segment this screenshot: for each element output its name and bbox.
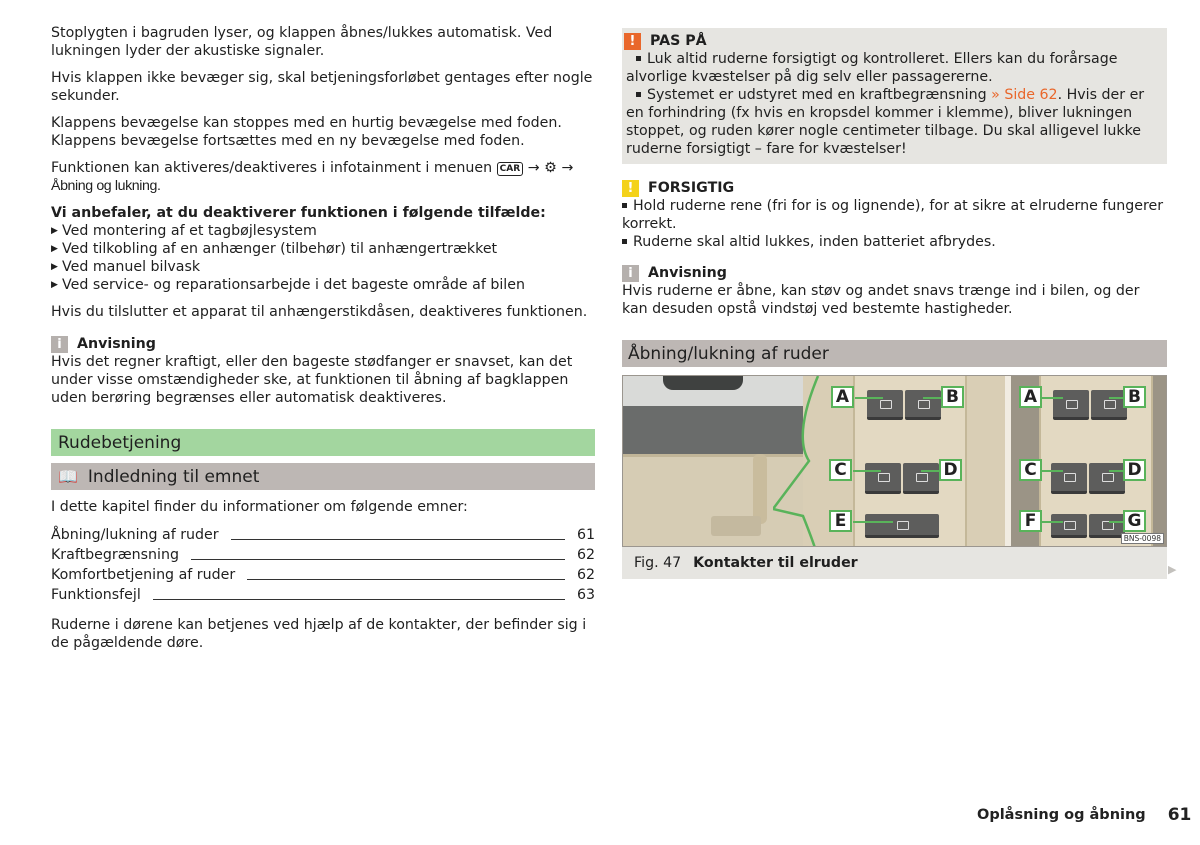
switch-c xyxy=(865,463,901,494)
callout-label: B xyxy=(941,386,964,408)
callout-label: C xyxy=(829,459,852,481)
warning-box xyxy=(622,28,1167,164)
left-column xyxy=(51,24,595,661)
note-text: Hvis det regner kraftigt, eller den bageste stødfanger er snavset, kan det under visse omstændigheder ske, at funktionen til åbning af bagklappen uden berøring begrænses eller automatisk deaktiveres. xyxy=(51,354,573,406)
toc-row[interactable]: Kraftbegrænsning 62 xyxy=(51,547,596,563)
toc-row[interactable]: Funktionsfejl 63 xyxy=(51,587,596,603)
switch-f xyxy=(1051,514,1087,538)
arrow-icon: → xyxy=(527,160,540,176)
warning-title: PAS PÅ xyxy=(650,33,707,49)
car-icon: CAR xyxy=(497,162,524,176)
warning-item: Luk altid ruderne forsigtigt og kontrolleret. Ellers kan du forårsage alvorlige kvæstelser på dig selv eller passagererne. xyxy=(626,51,1118,85)
zoom-outline xyxy=(773,376,833,547)
paragraph: Stoplygten i bagruden lyser, og klappen åbnes/lukkes automatisk. Ved lukningen lyder der akustiske signaler. xyxy=(51,25,553,59)
note-title: Anvisning xyxy=(648,265,727,281)
page-link[interactable]: » Side 62 xyxy=(991,87,1058,103)
callout-label: D xyxy=(1123,459,1146,481)
note-text: Hvis ruderne er åbne, kan støv og andet snavs trænge ind i bilen, og der kan desuden opstå vindstøj ved bestemte hastigheder. xyxy=(622,283,1140,317)
footer-section-title: Oplåsning og åbning xyxy=(977,807,1146,823)
menu-path-target: Åbning og lukning. xyxy=(51,178,161,194)
intro-text: I dette kapitel finder du informationer om følgende emner: xyxy=(51,499,468,515)
gear-icon: ⚙ xyxy=(544,160,557,176)
list-item: ▶ Ved manuel bilvask xyxy=(51,259,201,275)
square-bullet-icon xyxy=(636,56,641,61)
page-number: 61 xyxy=(1167,805,1192,825)
list-item: ▶ Ved montering af et tagbøjlesystem xyxy=(51,223,317,239)
callout-label: F xyxy=(1019,510,1042,532)
warning-icon: ! xyxy=(624,33,641,50)
arrow-icon: → xyxy=(561,160,574,176)
switch-g xyxy=(1089,514,1125,538)
callout-label: A xyxy=(1019,386,1042,408)
intro-title: Indledning til emnet xyxy=(87,466,260,487)
callout-label: B xyxy=(1123,386,1146,408)
warning-item: Systemet er udstyret med en kraftbegrænsning » Side 62. Hvis der er en forhindring (fx hvis en kropsdel kommer i klemme), bliver lukningen stoppet, og ruden kører nogle centimeter tilbage. Du skal alligevel lukke ruderne forsigtigt – fare for kvæstelser! xyxy=(626,87,1145,157)
triangle-bullet-icon: ▶ xyxy=(51,244,58,254)
page-footer xyxy=(977,806,1191,824)
section-title: Åbning/lukning af ruder xyxy=(628,343,829,364)
callout-label: C xyxy=(1019,459,1042,481)
triangle-bullet-icon: ▶ xyxy=(51,280,58,290)
square-bullet-icon xyxy=(622,203,627,208)
toc-row[interactable]: Komfortbetjening af ruder 62 xyxy=(51,567,596,583)
chapter-title: Rudebetjening xyxy=(58,432,182,453)
right-column xyxy=(622,28,1167,579)
caution-item: Ruderne skal altid lukkes, inden batteriet afbrydes. xyxy=(622,233,1167,251)
square-bullet-icon xyxy=(636,92,641,97)
switch-d xyxy=(903,463,939,494)
continue-arrow-icon: ▶ xyxy=(1168,563,1177,576)
caution-heading xyxy=(622,179,1167,197)
figure-window-switches xyxy=(622,375,1167,547)
figure-title: Kontakter til elruder xyxy=(693,555,858,571)
chapter-title-bar xyxy=(51,429,595,456)
callout-label: D xyxy=(939,459,962,481)
menu-path-prefix: Funktionen kan aktiveres/deaktiveres i infotainment i menuen xyxy=(51,160,493,176)
info-icon: i xyxy=(51,336,68,353)
callout-label: E xyxy=(829,510,852,532)
figure-caption xyxy=(622,547,1167,579)
list-item: ▶ Ved tilkobling af en anhænger (tilbehør) til anhængertrækket xyxy=(51,241,498,257)
menu-path-paragraph xyxy=(51,159,595,195)
caution-icon: ! xyxy=(622,180,639,197)
closing-text: Ruderne i dørene kan betjenes ved hjælp af de kontakter, der befinder sig i de pågældende døre. xyxy=(51,617,587,651)
figure-number: Fig. 47 xyxy=(634,555,682,571)
toc-row[interactable]: Åbning/lukning af ruder 61 xyxy=(51,527,596,543)
note-heading xyxy=(622,264,1167,282)
figure-code: BNS-0098 xyxy=(1121,533,1164,544)
toc-list xyxy=(51,524,595,604)
switch-b xyxy=(905,390,941,420)
paragraph: Hvis klappen ikke bevæger sig, skal betjeningsforløbet gentages efter nogle sekunder. xyxy=(51,70,593,104)
intro-title-bar xyxy=(51,463,595,490)
recommend-title: Vi anbefaler, at du deaktiverer funktionen i følgende tilfælde: xyxy=(51,205,546,221)
triangle-bullet-icon: ▶ xyxy=(51,226,58,236)
callout-label: G xyxy=(1123,510,1146,532)
switch-a xyxy=(867,390,903,420)
square-bullet-icon xyxy=(622,239,627,244)
trailer-note: Hvis du tilslutter et apparat til anhængerstikdåsen, deaktiveres funktionen. xyxy=(51,304,588,320)
section-title-bar xyxy=(622,340,1167,367)
switch-e xyxy=(865,514,939,538)
note-heading xyxy=(51,335,595,353)
callout-label: A xyxy=(831,386,854,408)
info-icon: i xyxy=(622,265,639,282)
paragraph: Klappens bevægelse kan stoppes med en hurtig bevægelse med foden. Klappens bevægelse fortsættes med en ny bevægelse med foden. xyxy=(51,115,562,149)
note-title: Anvisning xyxy=(77,336,156,352)
triangle-bullet-icon: ▶ xyxy=(51,262,58,272)
book-icon: 📖 xyxy=(58,466,78,486)
caution-item: Hold ruderne rene (fri for is og lignende), for at sikre at elruderne fungerer korrekt. xyxy=(622,198,1164,232)
recommend-list xyxy=(51,222,595,294)
list-item: ▶ Ved service- og reparationsarbejde i det bageste område af bilen xyxy=(51,277,525,293)
warning-heading xyxy=(624,32,1157,50)
caution-title: FORSIGTIG xyxy=(648,180,735,196)
